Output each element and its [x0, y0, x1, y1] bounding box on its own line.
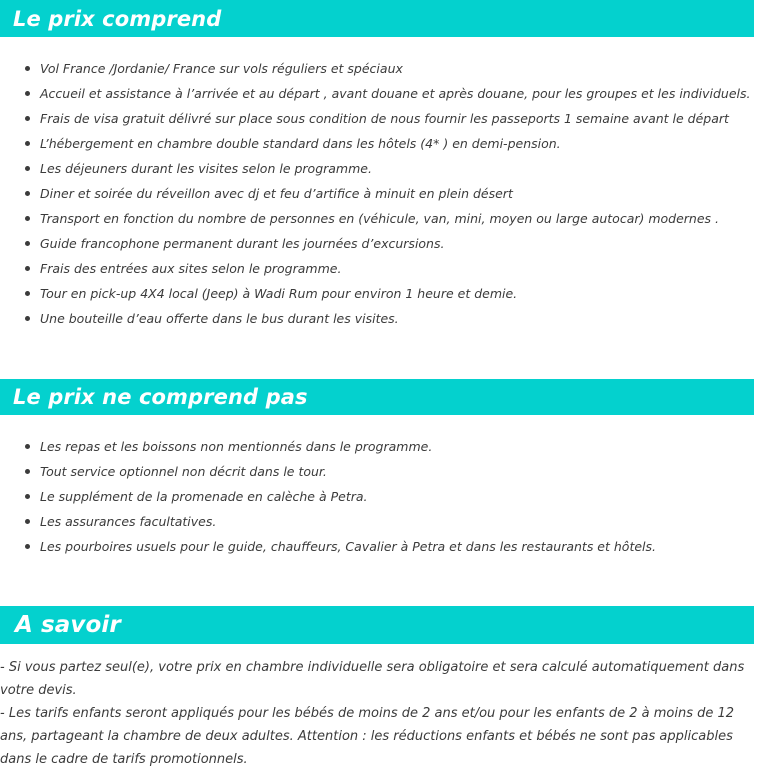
bullet-icon [25, 494, 30, 499]
bullet-icon [25, 469, 30, 474]
bullet-icon [25, 266, 30, 271]
list-item-text: Guide francophone permanent durant les journées d’excursions. [40, 236, 445, 251]
list-item [0, 81, 754, 106]
bullet-icon [25, 519, 30, 524]
bullet-icon [25, 216, 30, 221]
note-paragraph: - Les tarifs enfants seront appliqués pour les bébés de moins de 2 ans et/ou pour les enfants de 2 à moins de 12 ans, partageant la chambre de deux adultes. Attention : les réductions enfants et bébés ne sont pas applicables dans le cadre de tarifs promotionnels. [0, 706, 735, 767]
list-item [0, 306, 754, 331]
list-item-text: Les pourboires usuels pour le guide, chauffeurs, Cavalier à Petra et dans les restaurants et hôtels. [40, 539, 656, 554]
list-item [0, 509, 754, 534]
list-item-text: Vol France /Jordanie/ France sur vols réguliers et spéciaux [40, 61, 403, 76]
list-item-text: Une bouteille d’eau offerte dans le bus durant les visites. [40, 311, 399, 326]
list-item-text: Diner et soirée du réveillon avec dj et feu d’artifice à minuit en plein désert [40, 186, 513, 201]
list-item-text: Frais de visa gratuit délivré sur place sous condition de nous fournir les passeports 1 semaine avant le départ [40, 111, 729, 126]
list-item [0, 181, 754, 206]
list-item [0, 231, 754, 256]
list-item-text: Transport en fonction du nombre de personnes en (véhicule, van, mini, moyen ou large autocar) modernes . [40, 211, 720, 226]
to-know-notes [0, 656, 754, 771]
list-item [0, 534, 754, 559]
note-paragraph: - Si vous partez seul(e), votre prix en chambre individuelle sera obligatoire et sera calculé automatiquement dans votre devis. [0, 660, 745, 698]
list-item [0, 484, 754, 509]
bullet-icon [25, 291, 30, 296]
list-item [0, 256, 754, 281]
list-item-text: Les déjeuners durant les visites selon le programme. [40, 161, 372, 176]
list-item [0, 434, 754, 459]
section-header-to-know [0, 606, 754, 644]
list-item [0, 281, 754, 306]
included-list [0, 56, 754, 331]
bullet-icon [25, 444, 30, 449]
list-item [0, 156, 754, 181]
bullet-icon [25, 91, 30, 96]
list-item-text: Les assurances facultatives. [40, 514, 217, 529]
excluded-list [0, 434, 754, 559]
list-item [0, 459, 754, 484]
bullet-icon [25, 316, 30, 321]
bullet-icon [25, 66, 30, 71]
list-item [0, 131, 754, 156]
list-item [0, 106, 754, 131]
bullet-icon [25, 544, 30, 549]
list-item-text: Accueil et assistance à l’arrivée et au départ , avant douane et après douane, pour les groupes et les individuels. [40, 86, 751, 101]
list-item-text: L’hébergement en chambre double standard dans les hôtels (4* ) en demi-pension. [40, 136, 561, 151]
section-title-excluded: Le prix ne comprend pas [13, 385, 308, 409]
section-title-to-know: A savoir [15, 612, 121, 638]
list-item-text: Frais des entrées aux sites selon le programme. [40, 261, 342, 276]
section-header-excluded [0, 379, 754, 415]
section-title-included: Le prix comprend [13, 6, 222, 31]
bullet-icon [25, 241, 30, 246]
section-header-included [0, 0, 754, 37]
list-item [0, 56, 754, 81]
bullet-icon [25, 141, 30, 146]
list-item-text: Tour en pick-up 4X4 local (Jeep) à Wadi Rum pour environ 1 heure et demie. [40, 286, 518, 301]
bullet-icon [25, 191, 30, 196]
list-item [0, 206, 754, 231]
list-item-text: Tout service optionnel non décrit dans le tour. [40, 464, 327, 479]
bullet-icon [25, 116, 30, 121]
bullet-icon [25, 166, 30, 171]
list-item-text: Les repas et les boissons non mentionnés dans le programme. [40, 439, 433, 454]
list-item-text: Le supplément de la promenade en calèche à Petra. [40, 489, 368, 504]
